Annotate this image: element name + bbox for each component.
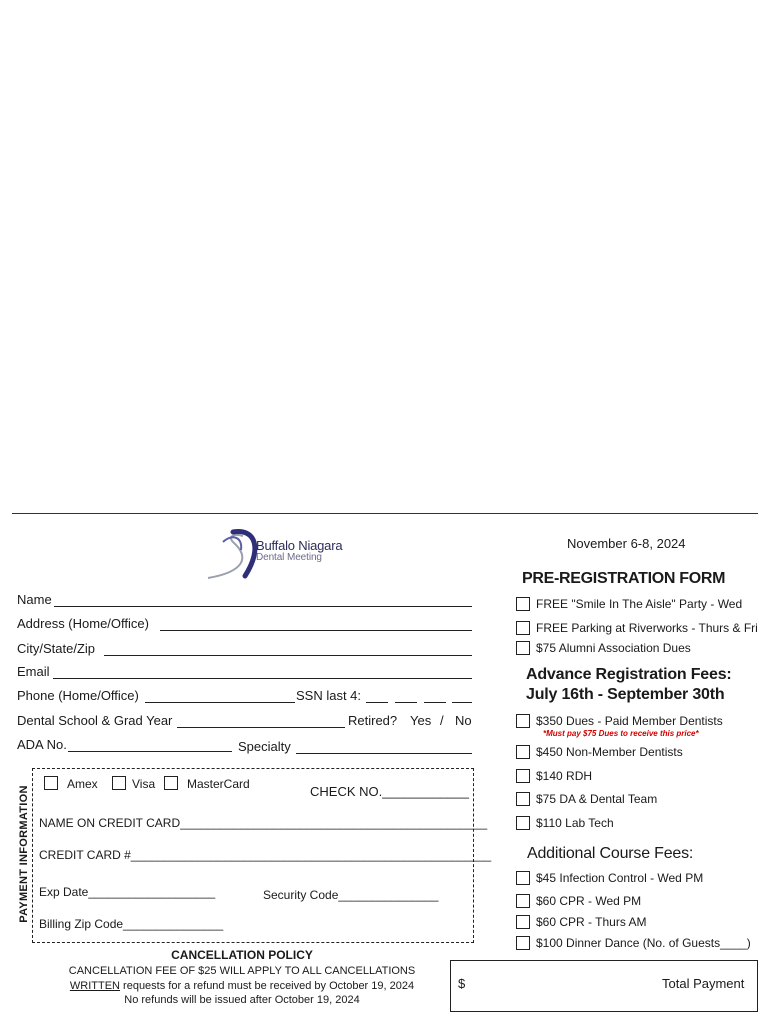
mastercard-checkbox[interactable] (164, 776, 178, 790)
cancellation-title: CANCELLATION POLICY (171, 948, 313, 962)
billing-zip-field[interactable]: Billing Zip Code_______________ (39, 917, 224, 931)
dues-note: *Must pay $75 Dues to receive this price* (543, 729, 699, 738)
free-party-checkbox[interactable] (516, 597, 530, 611)
name-label: Name (17, 592, 52, 607)
lab-tech-label: $110 Lab Tech (536, 816, 614, 830)
member-dentist-checkbox[interactable] (516, 714, 530, 728)
cpr-wed-checkbox[interactable] (516, 894, 530, 908)
ada-label: ADA No. (17, 737, 67, 752)
da-team-checkbox[interactable] (516, 792, 530, 806)
email-field[interactable] (53, 666, 472, 679)
free-parking-checkbox[interactable] (516, 621, 530, 635)
free-parking-label: FREE Parking at Riverworks - Thurs & Fri (536, 621, 758, 635)
cpr-wed-label: $60 CPR - Wed PM (536, 894, 642, 908)
retired-yes[interactable]: Yes (410, 713, 432, 728)
rdh-checkbox[interactable] (516, 769, 530, 783)
top-divider (12, 513, 758, 514)
non-member-checkbox[interactable] (516, 745, 530, 759)
phone-label: Phone (Home/Office) (17, 688, 139, 703)
visa-label: Visa (132, 777, 156, 791)
amex-label: Amex (67, 777, 98, 791)
email-label: Email (17, 664, 50, 679)
cancellation-line3: No refunds will be issued after October 19, 2024 (124, 994, 360, 1006)
logo-text-line2: Dental Meeting (256, 552, 322, 563)
name-field[interactable] (54, 594, 472, 607)
name-on-card-field[interactable]: NAME ON CREDIT CARD______________________________________________ (39, 816, 488, 830)
cancellation-line2 (0, 980, 484, 992)
amex-checkbox[interactable] (44, 776, 58, 790)
retired-no[interactable]: No (455, 713, 472, 728)
logo-text-line1: Buffalo Niagara (256, 538, 343, 553)
specialty-field[interactable] (296, 741, 472, 754)
event-dates: November 6-8, 2024 (567, 536, 686, 551)
member-dentist-label: $350 Dues - Paid Member Dentists (536, 714, 723, 728)
cancellation-line2-rest: requests for a refund must be received by October 19, 2024 (119, 980, 415, 992)
lab-tech-checkbox[interactable] (516, 816, 530, 830)
payment-side-text: PAYMENT INFORMATION (18, 785, 30, 923)
additional-fees-title: Additional Course Fees: (527, 845, 694, 862)
city-field[interactable] (104, 643, 472, 656)
specialty-label: Specialty (238, 739, 291, 754)
exp-date-field[interactable]: Exp Date___________________ (39, 885, 216, 899)
non-member-label: $450 Non-Member Dentists (536, 745, 683, 759)
alumni-dues-checkbox[interactable] (516, 641, 530, 655)
visa-checkbox[interactable] (112, 776, 126, 790)
advance-fees-title-line1: Advance Registration Fees: (526, 666, 732, 683)
alumni-dues-label: $75 Alumni Association Dues (536, 641, 691, 655)
dinner-dance-checkbox[interactable] (516, 936, 530, 950)
free-party-label: FREE "Smile In The Aisle" Party - Wed (536, 597, 743, 611)
card-number-field[interactable]: CREDIT CARD #______________________________________________________ (39, 848, 492, 862)
cpr-thurs-checkbox[interactable] (516, 915, 530, 929)
da-team-label: $75 DA & Dental Team (536, 792, 658, 806)
retired-label: Retired? (348, 713, 398, 728)
retired-slash: / (440, 713, 444, 728)
address-field[interactable] (160, 618, 472, 631)
advance-fees-title (526, 665, 732, 705)
infection-control-checkbox[interactable] (516, 871, 530, 885)
payment-side-label (16, 766, 32, 942)
ssn-label: SSN last 4: (296, 688, 362, 703)
mastercard-label: MasterCard (187, 777, 250, 791)
dinner-dance-label: $100 Dinner Dance (No. of Guests____) (536, 936, 751, 950)
form-title: PRE-REGISTRATION FORM (522, 570, 726, 587)
cancellation-line1: CANCELLATION FEE OF $25 WILL APPLY TO ALL CANCELLATIONS (68, 965, 416, 977)
school-label: Dental School & Grad Year (17, 713, 173, 728)
city-label: City/State/Zip (17, 641, 96, 656)
security-code-field[interactable]: Security Code_______________ (263, 888, 439, 902)
advance-fees-title-line2: July 16th - September 30th (526, 686, 725, 703)
address-label: Address (Home/Office) (17, 616, 149, 631)
ssn-digit-1[interactable] (366, 690, 388, 703)
ssn-digit-4[interactable] (452, 690, 472, 703)
cpr-thurs-label: $60 CPR - Thurs AM (536, 915, 647, 929)
school-field[interactable] (177, 715, 345, 728)
total-dollar-sign: $ (458, 976, 466, 991)
phone-field[interactable] (145, 690, 295, 703)
check-number-field[interactable]: CHECK NO.____________ (310, 784, 469, 799)
ssn-digit-2[interactable] (395, 690, 417, 703)
written-emphasis: WRITTEN (69, 980, 120, 992)
ada-field[interactable] (68, 739, 232, 752)
rdh-label: $140 RDH (536, 769, 593, 783)
total-payment-label: Total Payment (662, 976, 745, 991)
infection-control-label: $45 Infection Control - Wed PM (536, 871, 704, 885)
ssn-digit-3[interactable] (424, 690, 446, 703)
